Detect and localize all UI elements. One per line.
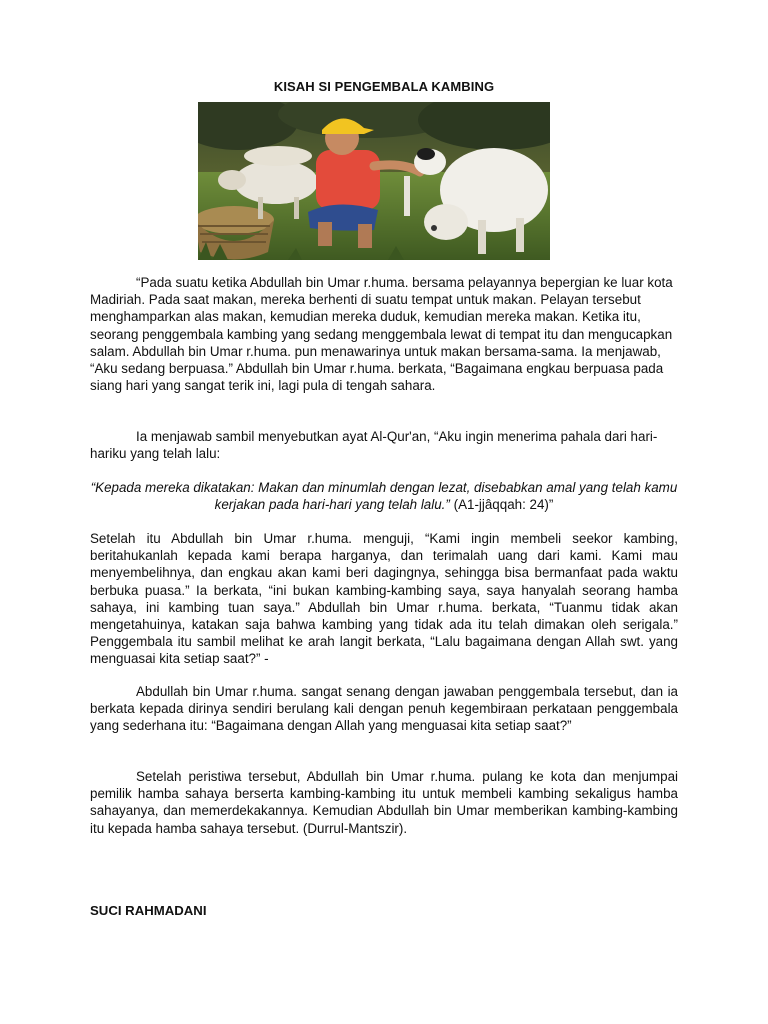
paragraph-5: Setelah peristiwa tersebut, Abdullah bin Umar r.huma. pulang ke kota dan menjumpai pemilik hamba sahaya berserta kambing-kambing itu untuk membeli kambing sekaligus hamba sahayanya, dan memerdekakannya. Kemudian Abdullah bin Umar memberikan kambing-kambing itu kepada hamba sahaya tersebut. (Durrul-Mantszir). xyxy=(90,769,678,836)
paragraph-3: Setelah itu Abdullah bin Umar r.huma. menguji, “Kami ingin membeli seekor kambing, beritahukanlah kepada kami berapa harganya, dan terimalah uang dari kami. Kami mau menyembelihnya, dan engkau akan kami beri dagingnya, sehingga bisa bermanfaat pada waktu berbuka puasa.” Ia berkata, “ini bukan kambing-kambing saya, saya hanyalah seorang hamba sahaya, ini kambing tuan saya.” Abdullah bin Umar r.huma. berkata, “Tuanmu tidak akan mengetahuinya, katakan saja bahwa kambing yang tidak ada itu telah dimakan oleh serigala.” Penggembala itu sambil melihat ke arah langit berkata, “Lalu bagaimana dengan Allah swt. yang menguasai kita setiap saat?” - xyxy=(90,531,678,667)
paragraph-1: “Pada suatu ketika Abdullah bin Umar r.huma. bersama pelayannya bepergian ke luar kota Madiriah. Pada saat makan, mereka berhenti di suatu tempat untuk makan. Pelayan tersebut menghamparkan alas makan, kemudian mereka duduk, kemudian mereka makan. Ketika itu, seorang penggembala kambing yang sedang menggembala lewat di tempat itu dan mengucapkan salam. Abdullah bin Umar r.huma. pun menawarinya untuk makan bersama-sama. Ia menjawab, “Aku sedang berpuasa.” Abdullah bin Umar r.huma. berkata, “Bagaimana engkau berpuasa pada siang hari yang sangat terik ini, lagi pula di tengah sahara. xyxy=(90,275,673,394)
paragraph-4: Abdullah bin Umar r.huma. sangat senang dengan jawaban penggembala tersebut, dan ia berkata kepada dirinya sendiri berulang kali dengan penuh kegembiraan perkataan penggembala yang sederhana itu: “Bagaimana dengan Allah yang menguasai kita setiap saat?” xyxy=(90,684,678,734)
author-name: SUCI RAHMADANI xyxy=(90,903,207,918)
quran-quote xyxy=(90,479,678,513)
shepherd-boy-with-sheep-photo xyxy=(198,102,550,260)
quote-reference: (A1-jjâqqah: 24)” xyxy=(453,497,554,513)
paragraph-2: Ia menjawab sambil menyebutkan ayat Al-Qur'an, “Aku ingin menerima pahala dari hari-hariku yang telah lalu: xyxy=(90,429,658,462)
document-title: KISAH SI PENGEMBALA KAMBING xyxy=(273,79,495,94)
quote-text: “Kepada mereka dikatakan: Makan dan minumlah dengan lezat, disebabkan amal yang telah kamu kerjakan pada hari-hari yang telah lalu.” xyxy=(90,480,678,513)
